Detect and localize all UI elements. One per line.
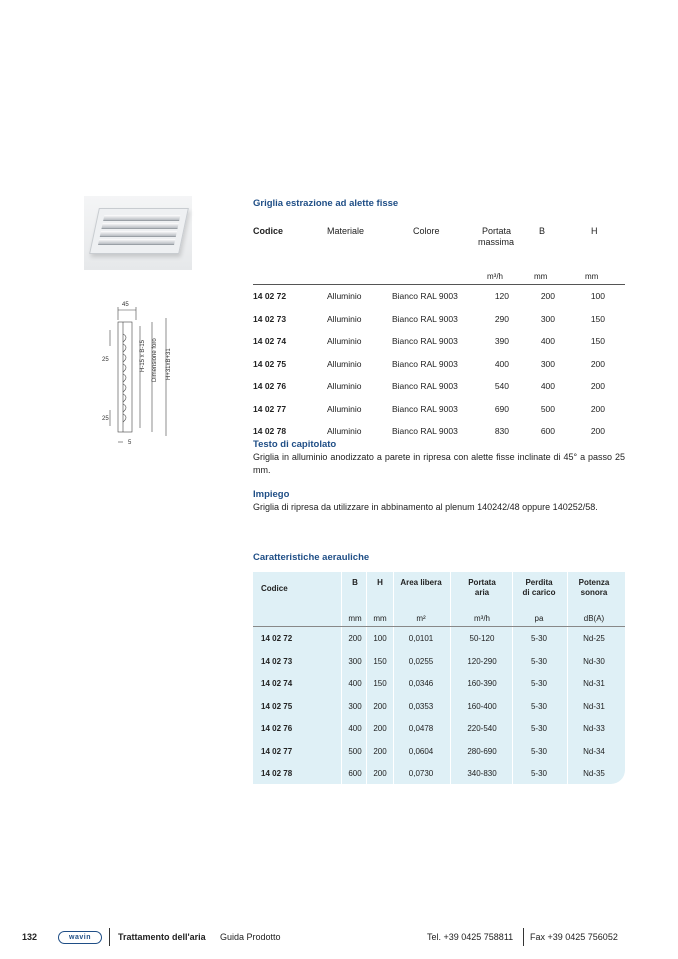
cell-materiale: Alluminio: [327, 358, 362, 369]
cell-b: 400: [348, 724, 362, 733]
th2-area: Area libera: [400, 578, 442, 587]
cell-b: 300: [348, 656, 362, 666]
th-b: B: [539, 226, 546, 236]
cell-codice: 14 02 76: [261, 724, 293, 733]
cell-b: 600: [348, 769, 362, 778]
cell-perdita: 5-30: [530, 701, 547, 711]
aeraulics-table-units: [253, 610, 625, 627]
cell-colore: Bianco RAL 9003: [392, 291, 458, 301]
cell-perdita: 5-30: [530, 656, 547, 666]
cell-portata: 220-540: [467, 724, 497, 733]
table-row: [253, 672, 625, 695]
cell-b: 300: [540, 313, 555, 324]
cell-colore: Bianco RAL 9003: [392, 358, 458, 369]
cell-h: 150: [373, 679, 387, 688]
th2-b: B: [352, 578, 358, 587]
grille-illustration: [89, 208, 189, 254]
cell-materiale: Alluminio: [327, 313, 362, 324]
unit2-b: mm: [348, 614, 362, 623]
unit-portata: m³/h: [487, 272, 503, 281]
cell-portata: 540: [494, 381, 509, 391]
cell-portata: 50-120: [469, 634, 495, 643]
cell-codice: 14 02 76: [253, 381, 287, 391]
aeraulics-title: Caratteristiche aerauliche: [253, 552, 370, 563]
unit2-potenza: dB(A): [583, 614, 605, 623]
capitolato-title: Testo di capitolato: [253, 439, 337, 450]
impiego-text: Griglia di ripresa da utilizzare in abbinamento al plenum 140242/48 oppure 140252/58.: [253, 502, 598, 512]
dim-label-h15: H-15 x B-15: [140, 339, 146, 372]
cell-h: 200: [590, 403, 605, 414]
unit-b: mm: [534, 272, 548, 281]
cell-portata: 280-690: [467, 746, 497, 756]
th-colore: Colore: [413, 226, 440, 236]
dim-label-h31: H+31xB+31: [166, 348, 172, 380]
table-row: [253, 285, 625, 308]
drawing-svg: [96, 300, 188, 450]
cell-portata: 160-390: [467, 679, 497, 688]
cell-materiale: Alluminio: [327, 403, 362, 414]
cell-colore: Bianco RAL 9003: [392, 381, 458, 391]
unit2-perdita: pa: [534, 614, 544, 623]
cell-portata: 340-830: [467, 769, 497, 778]
cell-potenza: Nd-34: [583, 746, 605, 756]
cell-h: 100: [590, 291, 605, 301]
cell-portata: 830: [494, 426, 509, 436]
cell-perdita: 5-30: [530, 679, 547, 688]
cell-b: 400: [540, 336, 555, 346]
capitolato-text: Griglia in alluminio anodizzato a parete in ripresa con alette fisse inclinate di 45° a passo 25 mm.: [253, 452, 625, 475]
th-portata: Portata: [482, 226, 512, 236]
cell-codice: 14 02 78: [261, 769, 293, 778]
th2-potenza: Potenza: [578, 578, 610, 587]
cell-portata: 160-400: [467, 701, 497, 711]
product-table-header: [253, 220, 625, 270]
aeraulics-table-header: [253, 572, 625, 610]
cell-portata: 120-290: [467, 656, 497, 666]
cell-h: 150: [590, 313, 605, 324]
cell-area: 0,0604: [408, 746, 434, 756]
cell-b: 300: [540, 358, 555, 369]
cell-b: 300: [348, 701, 362, 711]
cell-codice: 14 02 74: [253, 336, 287, 346]
unit2-h: mm: [373, 614, 387, 623]
table-row: [253, 375, 625, 398]
cell-h: 100: [373, 634, 387, 643]
th2-portata-2: aria: [474, 588, 490, 597]
cell-h: 150: [373, 656, 387, 666]
cell-b: 200: [540, 291, 555, 301]
footer-tel: Tel. +39 0425 758811: [427, 932, 514, 942]
technical-drawing: [96, 300, 188, 450]
cell-portata: 690: [494, 403, 509, 414]
page-number: 132: [22, 932, 38, 942]
cell-codice: 14 02 78: [253, 426, 287, 436]
page-footer: [0, 926, 678, 948]
cell-h: 200: [373, 724, 387, 733]
table-row: [253, 762, 625, 785]
cell-codice: 14 02 75: [253, 358, 287, 369]
product-photo: [84, 196, 192, 270]
cell-h: 200: [590, 358, 605, 369]
product-title: Griglia estrazione ad alette fisse: [253, 198, 399, 209]
cell-colore: Bianco RAL 9003: [392, 313, 458, 324]
cell-b: 500: [348, 746, 362, 756]
wavin-logo: wavin: [58, 931, 102, 944]
cell-potenza: Nd-31: [583, 679, 605, 688]
cell-materiale: Alluminio: [327, 336, 362, 346]
th2-perdita-2: di carico: [522, 588, 556, 597]
product-table-body: [253, 285, 625, 443]
cell-potenza: Nd-35: [583, 769, 605, 778]
th-h: H: [591, 226, 598, 236]
table-row: [253, 740, 625, 763]
dim-25-top: 25: [102, 357, 109, 363]
cell-area: 0,0478: [408, 724, 434, 733]
cell-codice: 14 02 72: [253, 291, 287, 301]
cell-h: 200: [590, 381, 605, 391]
cell-potenza: Nd-31: [583, 701, 605, 711]
cell-area: 0,0255: [408, 656, 434, 666]
th2-perdita: Perdita: [525, 578, 553, 587]
table-row: [253, 353, 625, 376]
cell-portata: 290: [494, 313, 509, 324]
cell-h: 200: [590, 426, 605, 436]
cell-area: 0,0101: [408, 634, 434, 643]
table-row: [253, 308, 625, 331]
table-row: [253, 330, 625, 353]
table-row: [253, 650, 625, 673]
cell-potenza: Nd-25: [583, 634, 605, 643]
dim-label-foro: Dimensione foro: [152, 338, 158, 382]
product-table: [253, 220, 625, 443]
aeraulics-table: [253, 572, 625, 784]
impiego-title: Impiego: [253, 489, 290, 500]
footer-title: Trattamento dell'aria: [118, 932, 206, 942]
cell-area: 0,0346: [408, 679, 434, 688]
th-codice: Codice: [253, 226, 284, 236]
cell-h: 200: [373, 769, 387, 778]
table-row: [253, 627, 625, 650]
footer-subtitle: Guida Prodotto: [220, 932, 281, 942]
cell-perdita: 5-30: [530, 769, 547, 778]
cell-colore: Bianco RAL 9003: [392, 336, 458, 346]
th2-h: H: [377, 578, 383, 587]
cell-h: 150: [590, 336, 605, 346]
cell-materiale: Alluminio: [327, 291, 362, 301]
table-row: [253, 398, 625, 421]
cell-b: 400: [348, 679, 362, 688]
cell-codice: 14 02 73: [253, 313, 287, 324]
footer-fax: Fax +39 0425 756052: [530, 932, 618, 942]
product-table-units: [253, 270, 625, 285]
th2-portata: Portata: [468, 578, 496, 587]
cell-perdita: 5-30: [530, 746, 547, 756]
cell-colore: Bianco RAL 9003: [392, 403, 458, 414]
th2-potenza-2: sonora: [580, 588, 608, 597]
th-materiale: Materiale: [327, 226, 365, 236]
cell-area: 0,0730: [408, 769, 434, 778]
dim-5: 5: [128, 440, 132, 446]
dim-top: 45: [122, 302, 129, 308]
cell-codice: 14 02 73: [261, 656, 293, 666]
cell-materiale: Alluminio: [327, 426, 362, 436]
cell-b: 400: [540, 381, 555, 391]
cell-portata: 120: [494, 291, 509, 301]
th-portata-2: massima: [478, 237, 515, 247]
cell-potenza: Nd-33: [583, 724, 605, 733]
table-row: [253, 695, 625, 718]
cell-perdita: 5-30: [530, 724, 547, 733]
cell-portata: 390: [494, 336, 509, 346]
cell-potenza: Nd-30: [583, 656, 605, 666]
cell-codice: 14 02 74: [261, 679, 293, 688]
cell-codice: 14 02 77: [253, 403, 287, 414]
cell-b: 200: [348, 634, 362, 643]
cell-b: 500: [540, 403, 555, 414]
unit2-portata: m³/h: [474, 614, 490, 623]
unit2-area: m²: [416, 614, 426, 623]
cell-h: 200: [373, 746, 387, 756]
cell-area: 0,0353: [408, 701, 434, 711]
cell-codice: 14 02 75: [261, 701, 293, 711]
cell-codice: 14 02 72: [261, 634, 293, 643]
aeraulics-table-body: [253, 627, 625, 785]
cell-materiale: Alluminio: [327, 381, 362, 391]
th2-codice: Codice: [261, 584, 288, 593]
cell-b: 600: [540, 426, 555, 436]
cell-h: 200: [373, 701, 387, 711]
table-row: [253, 717, 625, 740]
cell-perdita: 5-30: [530, 634, 547, 643]
unit-h: mm: [585, 272, 599, 281]
cell-colore: Bianco RAL 9003: [392, 426, 458, 436]
cell-portata: 400: [494, 358, 509, 369]
dim-25-bottom: 25: [102, 416, 109, 422]
cell-codice: 14 02 77: [261, 746, 293, 756]
